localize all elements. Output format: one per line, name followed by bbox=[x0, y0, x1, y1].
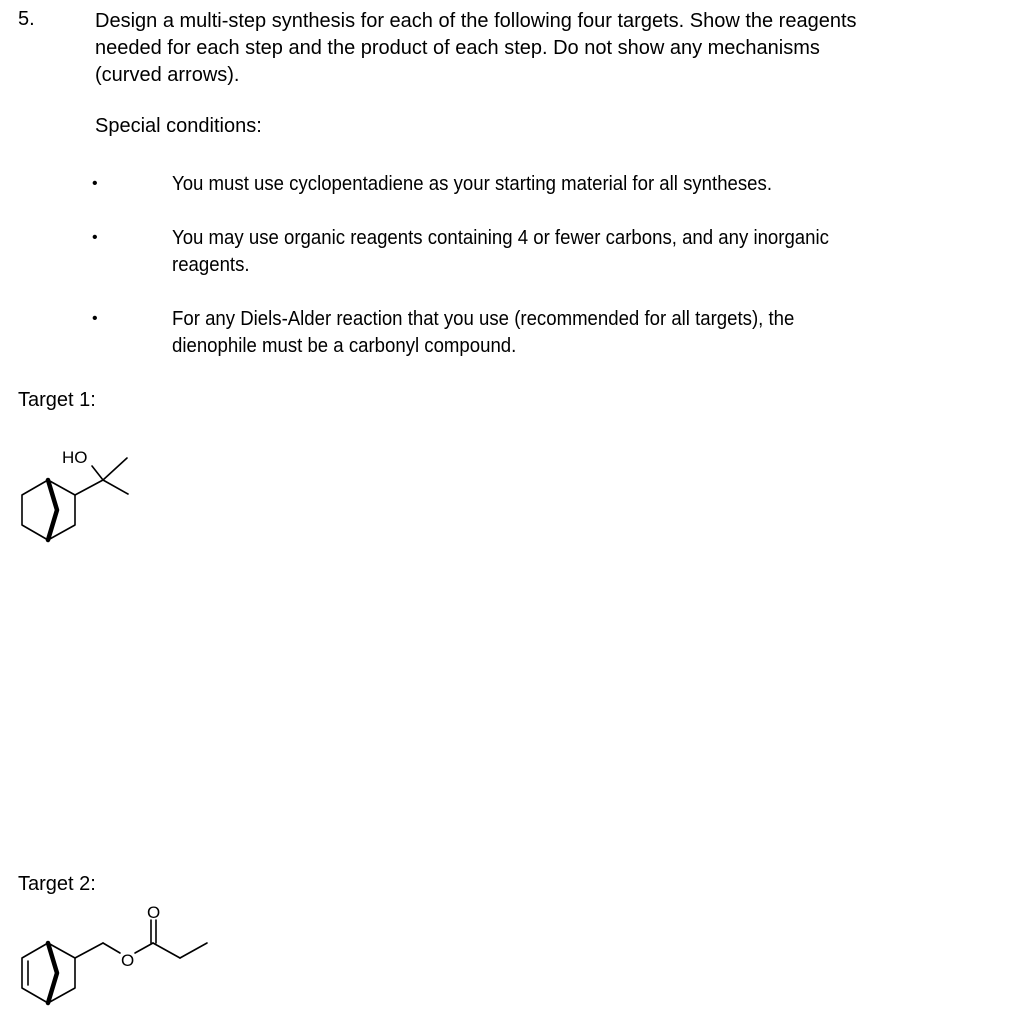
prompt-line: (curved arrows). bbox=[95, 64, 240, 86]
bullet-icon: • bbox=[92, 229, 98, 246]
prompt-line: needed for each step and the product of each step. Do not show any mechanisms bbox=[95, 37, 820, 59]
target-1-label: Target 1: bbox=[18, 389, 96, 411]
bullet-icon: • bbox=[92, 175, 98, 192]
bullet-icon: • bbox=[92, 310, 98, 327]
norbornene-ester-icon bbox=[22, 920, 207, 1003]
special-conditions-heading: Special conditions: bbox=[95, 115, 262, 137]
atom-label-ester-oxygen: O bbox=[121, 951, 135, 970]
question-number: 5. bbox=[18, 8, 35, 30]
condition-line: For any Diels-Alder reaction that you use (recommended for all targets), the bbox=[172, 308, 795, 330]
atom-label-ho: HO bbox=[62, 448, 88, 467]
prompt-line: Design a multi-step synthesis for each of the following four targets. Show the reagents bbox=[95, 10, 857, 32]
atom-label-carbonyl-oxygen: O bbox=[147, 903, 161, 922]
condition-line: dienophile must be a carbonyl compound. bbox=[172, 335, 517, 357]
condition-line: You must use cyclopentadiene as your starting material for all syntheses. bbox=[172, 173, 772, 195]
condition-line: reagents. bbox=[172, 254, 250, 276]
condition-line: You may use organic reagents containing 4 or fewer carbons, and any inorganic bbox=[172, 227, 829, 249]
target-2-label: Target 2: bbox=[18, 873, 96, 895]
